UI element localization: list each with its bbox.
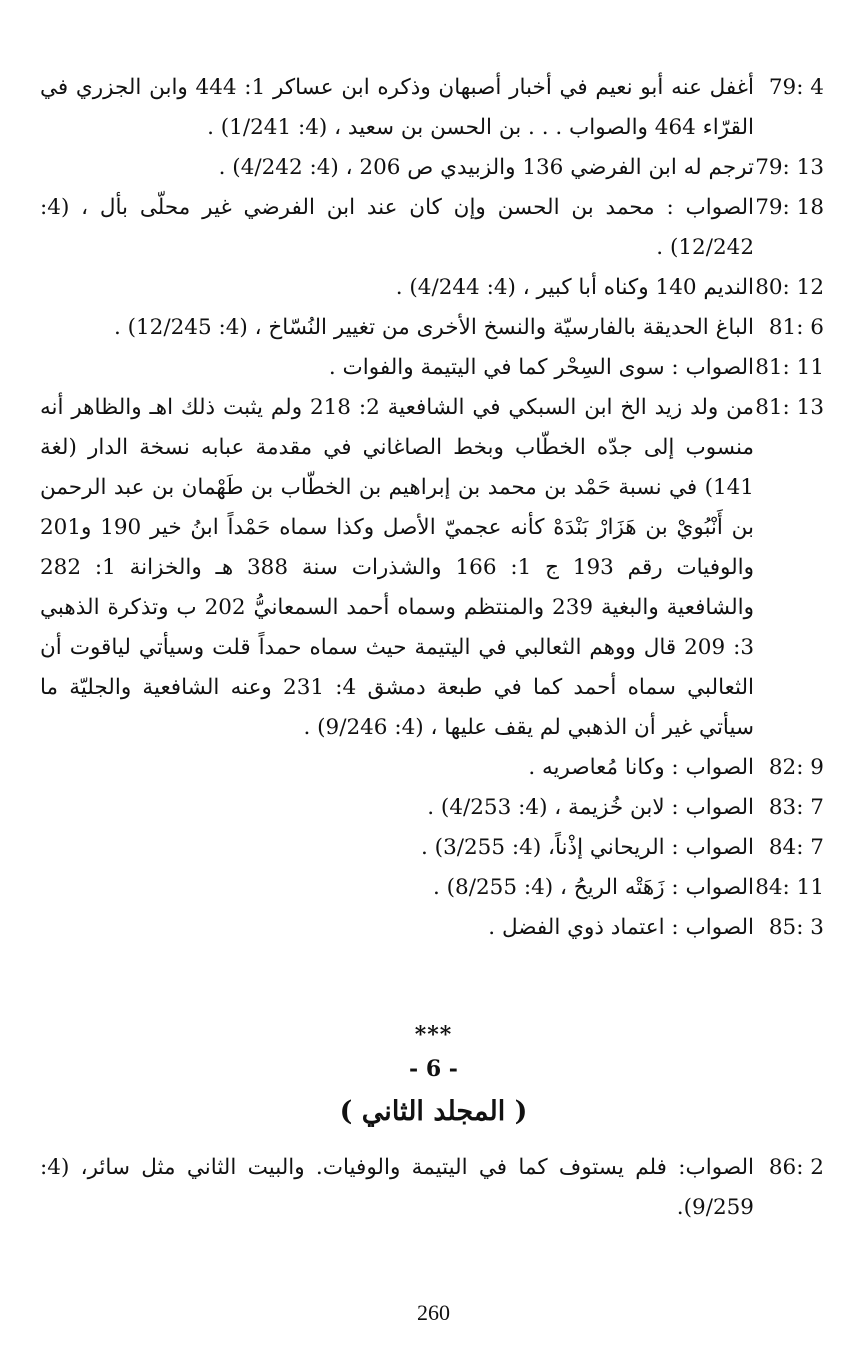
entry-text: الصواب : سوى السِحْر كما في اليتيمة والفوات . xyxy=(328,355,754,380)
entry-reference: 79: 18 xyxy=(755,195,824,220)
entry-text: الصواب: فلم يستوف كما في اليتيمة والوفيات. والبيت الثاني مثل سائر، (4: 9/259). xyxy=(40,1155,754,1220)
volume-heading: ( المجلد الثاني ) xyxy=(339,1096,528,1127)
correction-entry xyxy=(0,868,846,908)
correction-entry xyxy=(0,388,846,748)
entry-reference: 79: 13 xyxy=(755,155,824,180)
entry-reference: 79: 4 xyxy=(768,75,824,100)
entry-text: الصواب : لابن خُزيمة ، (4: 4/253) . xyxy=(427,795,754,820)
correction-entry xyxy=(0,308,846,348)
entry-reference: 84: 7 xyxy=(768,835,824,860)
correction-entry xyxy=(0,1148,846,1228)
entry-text: الصواب : الريحاني إذْناً، (4: 3/255) . xyxy=(421,835,754,860)
entry-reference: 83: 7 xyxy=(768,795,824,820)
corrections-list-volume-two xyxy=(0,1148,867,1228)
correction-entry xyxy=(0,68,846,148)
correction-entry xyxy=(0,268,846,308)
correction-entry xyxy=(0,148,846,188)
page-number: 260 xyxy=(417,1300,450,1325)
entry-text: الصواب : زَهَتْه الريحُ ، (4: 8/255) . xyxy=(432,875,754,900)
entry-reference: 81: 6 xyxy=(768,315,824,340)
entry-reference: 80: 12 xyxy=(755,275,824,300)
correction-entry xyxy=(0,188,846,268)
correction-entry xyxy=(0,828,846,868)
entry-reference: 85: 3 xyxy=(768,915,824,940)
corrections-list xyxy=(0,68,867,948)
entry-text: الصواب : محمد بن الحسن وإن كان عند ابن الفرضي غير محلّى بأل ، (4: 12/242) . xyxy=(40,195,754,260)
entry-text: الباغ الحديقة بالفارسيّة والنسخ الأخرى من تغيير النُسّاخ ، (4: 12/245) . xyxy=(113,315,754,340)
entry-reference: 82: 9 xyxy=(768,755,824,780)
entry-reference: 81: 13 xyxy=(755,395,824,420)
correction-entry xyxy=(0,908,846,948)
entry-text: ترجم له ابن الفرضي 136 والزبيدي ص 206 ، (4: 4/242) . xyxy=(218,155,754,180)
entry-reference: 81: 11 xyxy=(755,355,824,380)
entry-text: النديم 140 وكناه أبا كبير ، (4: 4/244) . xyxy=(395,275,754,300)
entry-text: أغفل عنه أبو نعيم في أخبار أصبهان وذكره ابن عساكر 1: 444 وابن الجزري في القرّاء 464 والصواب . . . بن الحسن بن سعيد ، (4: 1/241) . xyxy=(40,75,755,140)
section-divider: *** xyxy=(414,1022,453,1048)
entry-text: من ولد زيد الخ ابن السبكي في الشافعية 2: 218 ولم يثبت ذلك اهـ والظاهر أنه منسوب إلى جدّه الخطّاب وبخط الصاغاني في مقدمة عبابه نسخة الدار (لغة 141) في نسبة حَمْد بن محمد بن إبراهيم بن الخطّاب بن طَهْمان بن عبد الرحمن بن أَنْبُويْ بن هَزَارْ بَنْدَهْ كأنه عجميّ الأصل وكذا سماه حَمْداً ابنُ خير 190 و201 والوفيات رقم 193 ج 1: 166 والشذرات سنة 388 هـ والخزانة 1: 282 والشافعية والبغية 239 والمنتظم وسماه أحمد السمعانيُّ 202 ب وتذكرة الذهبي 3: 209 قال ووهم الثعالبي في اليتيمة حيث سماه حمداً قلت وسيأتي لياقوت أن الثعالبي سماه أحمد كما في طبعة دمشق 4: 231 وعنه الشافعية والجليّة ما سيأتي غير أن الذهبي لم يقف عليها ، (4: 9/246) . xyxy=(40,395,755,740)
section-number: - 6 - xyxy=(409,1056,458,1082)
entry-reference: 86: 2 xyxy=(768,1155,824,1180)
correction-entry xyxy=(0,788,846,828)
entry-reference: 84: 11 xyxy=(755,875,824,900)
correction-entry xyxy=(0,748,846,788)
correction-entry xyxy=(0,348,846,388)
entry-text: الصواب : اعتماد ذوي الفضل . xyxy=(488,915,754,940)
entry-text: الصواب : وكانا مُعاصريه . xyxy=(528,755,754,780)
